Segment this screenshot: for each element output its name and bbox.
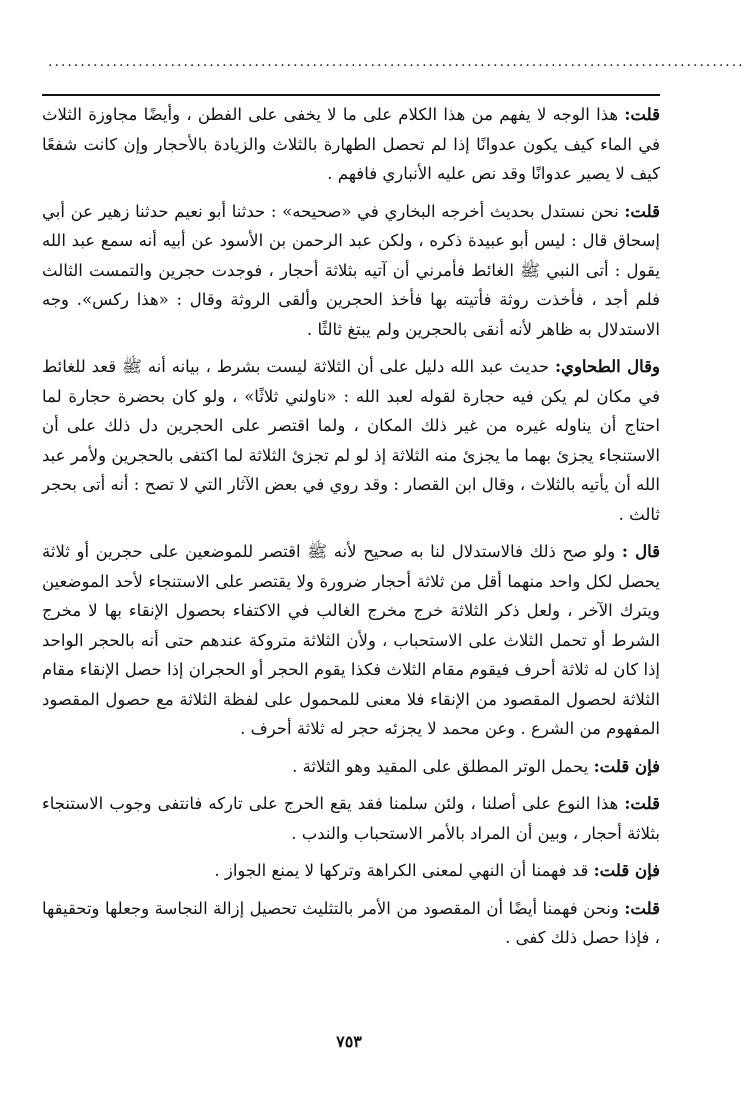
paragraph-4 <box>42 537 660 744</box>
paragraph-text: حديث عبد الله دليل على أن الثلاثة ليست بشرط ، بيانه أنه ﷺ قعد للغائط في مكان لم يكن فيه حجارة لقوله لعبد الله : «ناولني ثلاثًا» ، ولو كان بحضرة حجارة لما احتاج أن يناوله غيره من غير ذلك المكان ، ولما اقتصر على الحجرين دل ذلك على أن الاستنجاء يجزئ بهما ما يجزئ منه الثلاثة إذ لو لم تجزئ الثلاثة لما اكتفى بالحجرين ولأمر عبد الله أن يأتيه بالثلاث ، وقال ابن القصار : وقد روي في بعض الآثار التي لا تصح : أنه أتى بحجر ثالث . <box>42 357 660 524</box>
header-dotted-line: ............................................................................................................ <box>48 54 745 70</box>
paragraph-text: يحمل الوتر المطلق على المقيد وهو الثلاثة . <box>292 756 594 776</box>
paragraph-7 <box>42 856 660 886</box>
paragraph-lead: قلت: <box>624 105 660 124</box>
paragraph-lead: قلت: <box>624 794 660 813</box>
header-rule <box>42 94 660 96</box>
paragraph-text: ونحن فهمنا أيضًا أن المقصود من الأمر بالتثليث تحصيل إزالة النجاسة وجعلها وتحقيقها ، فإذا حصل ذلك كفى . <box>42 898 660 947</box>
paragraph-2 <box>42 197 660 345</box>
paragraph-lead: فإن قلت: <box>593 861 660 880</box>
paragraph-lead: قلت: <box>624 898 660 918</box>
paragraph-text: هذا النوع على أصلنا ، ولئن سلمنا فقد يقع الحرج على تاركه فانتفى وجوب الاستنجاء بثلاثة أحجار ، وبين أن المراد بالأمر الاستحباب والندب . <box>42 794 660 843</box>
paragraph-6 <box>42 789 660 848</box>
paragraph-lead: قال : <box>621 542 660 561</box>
page-body <box>42 100 660 961</box>
paragraph-lead: قلت: <box>624 201 660 221</box>
paragraph-5 <box>42 752 660 782</box>
paragraph-text: قد فهمنا أن النهي لمعنى الكراهة وتركها لا يمنع الجواز . <box>214 861 594 880</box>
paragraph-lead: وقال الطحاوي: <box>554 357 660 376</box>
paragraph-text: ولو صح ذلك فالاستدلال لنا به صحيح لأنه ﷺ اقتصر للموضعين على حجرين أو ثلاثة يحصل لكل واحد منهما أقل من ثلاثة أحجار ضرورة ولا يقتصر على الاستنجاء لأحد الموضعين ويترك الآخر ، ولعل ذكر الثلاثة خرج مخرج الغالب في الاكتفاء بحصول الإنقاء بها لا مخرج الشرط أو تحمل الثلاث على الاستحباب ، ولأن الثلاثة متروكة عندهم حتى أنه بالحجر الواحد إذا كان له ثلاثة أحرف فيقوم مقام الثلاث فكذا يقوم الحجر أو الحجران إذا حصل الإنقاء مقام الثلاثة لحصول المقصود من الإنقاء فلا معنى للمحمول على لفظة الثلاثة مع حصول المقصود المفهوم من الشرع . وعن محمد لا يجزئه حجر له ثلاثة أحرف . <box>42 542 660 738</box>
paragraph-3 <box>42 352 660 529</box>
paragraph-1 <box>42 100 660 189</box>
paragraph-8 <box>42 894 660 953</box>
paragraph-text: نحن نستدل بحديث أخرجه البخاري في «صحيحه» : حدثنا أبو نعيم حدثنا زهير عن أبي إسحاق قال : ليس أبو عبيدة ذكره ، ولكن عبد الرحمن بن الأسود عن أبيه أنه سمع عبد الله يقول : أتى النبي ﷺ الغائط فأمرني أن آتيه بثلاثة أحجار ، فوجدت حجرين والتمست الثالث فلم أجد ، فأخذت روثة فأتيته بها فأخذ الحجرين وألقى الروثة وقال : «هذا ركس». وجه الاستدلال به ظاهر لأنه أنقى بالحجرين ولم يبتغ ثالثًا . <box>42 201 660 339</box>
page-number: ٧٥٣ <box>336 1032 362 1051</box>
paragraph-text: هذا الوجه لا يفهم من هذا الكلام على ما لا يخفى على الفطن ، وأيضًا مجاوزة الثلاث في الماء كيف يكون عدوانًا إذا لم تحصل الطهارة بالثلاث والزيادة بالأحجار وإن كانت شفعًا كيف لا يصير عدوانًا وقد نص عليه الأنباري فافهم . <box>42 105 660 183</box>
paragraph-lead: فإن قلت: <box>593 756 660 776</box>
